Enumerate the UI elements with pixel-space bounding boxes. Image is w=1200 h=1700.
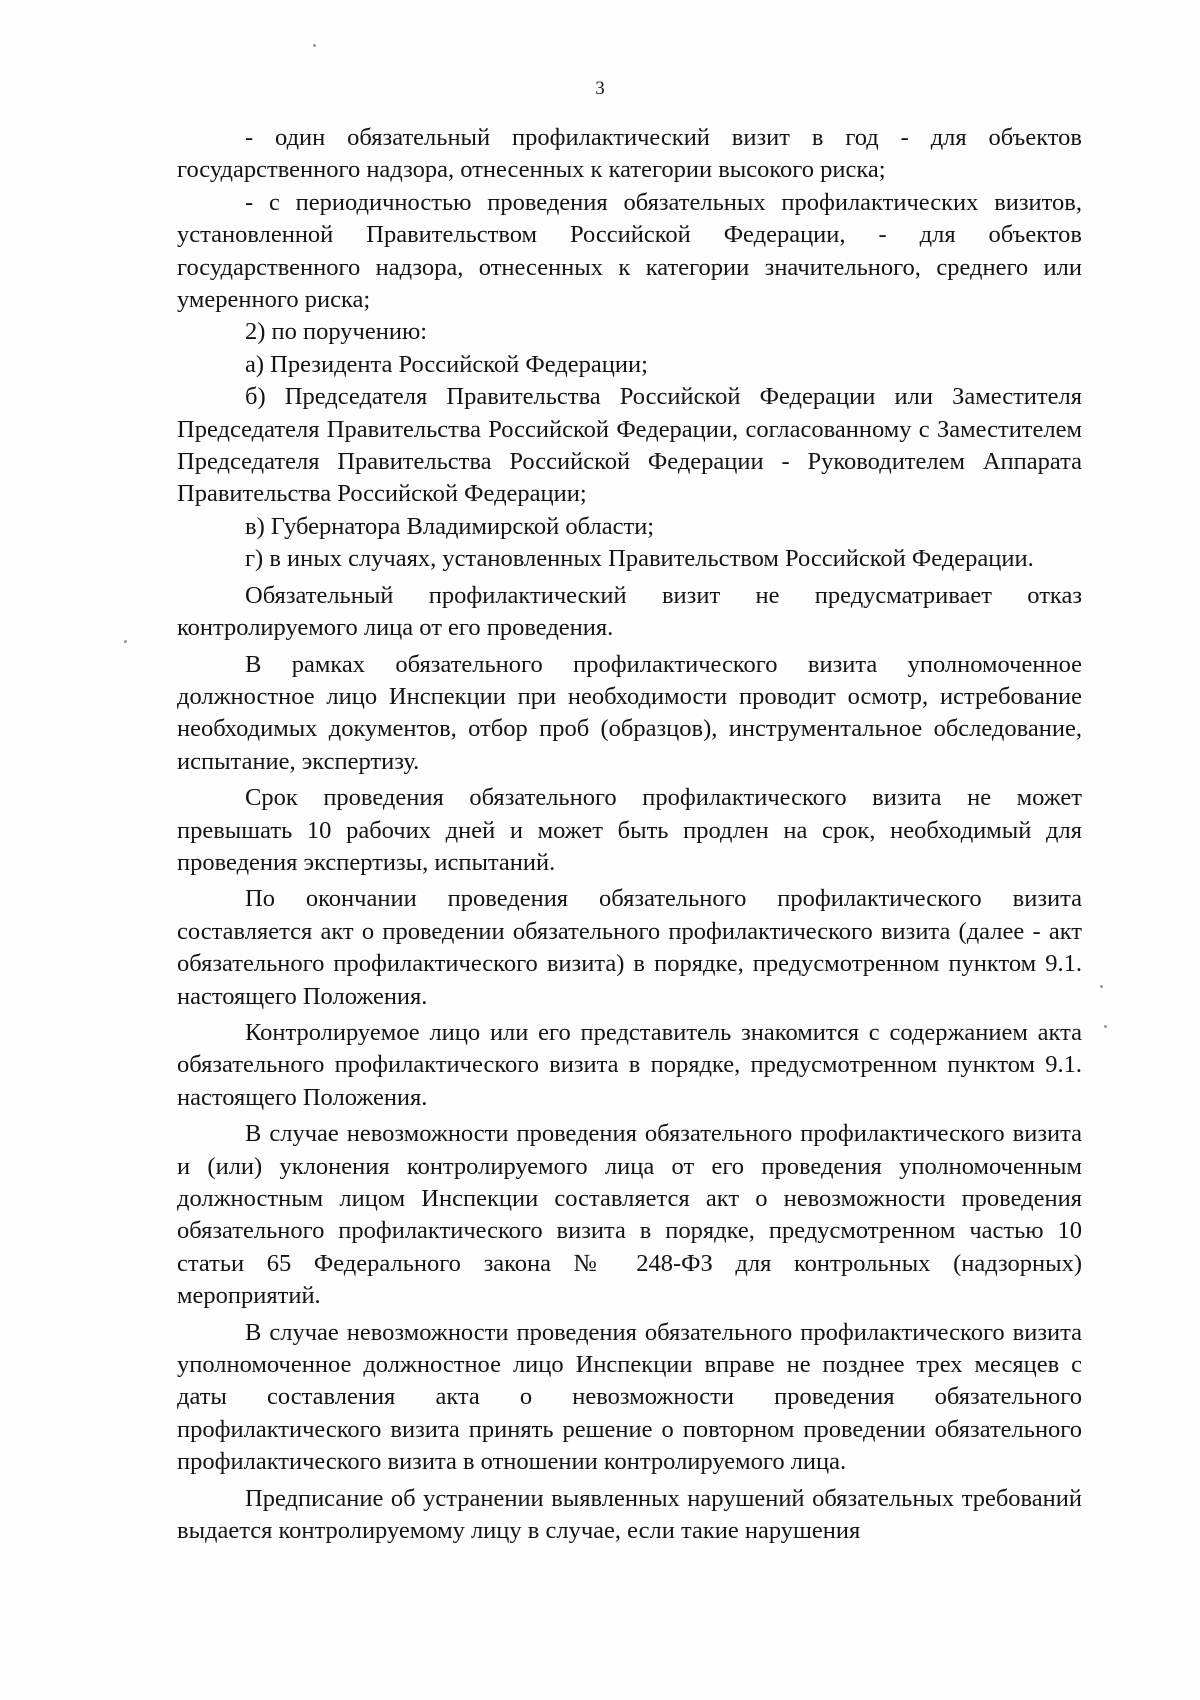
paragraph-no-refusal: Обязательный профилактический визит не предусматривает отказ контролируемого лица от его проведения. [177, 581, 1082, 642]
scan-speck [124, 640, 127, 643]
list-item-president: а) Президента Российской Федерации; [245, 350, 648, 378]
scan-speck [313, 44, 316, 47]
scan-speck [1104, 1025, 1107, 1028]
paragraph-impossibility-act: В случае невозможности проведения обязательного профилактического визита и (или) уклонения контролируемого лица от его проведения уполномоченным должностным лицом Инспекции составляется акт о невозможности проведения обязательного профилактического визита в порядке, предусмотренном частью 10 статьи 65 Федерального закона № 248-ФЗ для контрольных (надзорных) мероприятий. [177, 1120, 1082, 1310]
list-item-other-cases: г) в иных случаях, установленных Правительством Российской Федерации. [245, 545, 1034, 573]
paragraph-by-instruction: 2) по поручению: [245, 318, 428, 346]
paragraph-act-familiarization: Контролируемое лицо или его представитель знакомится с содержанием акта обязательного профилактического визита в порядке, предусмотренном пунктом 9.1. настоящего Положения. [177, 1018, 1082, 1111]
paragraph-visit-act: По окончании проведения обязательного профилактического визита составляется акт о проведении обязательного профилактического визита (далее - акт обязательного профилактического визита) в порядке, предусмотренном пунктом 9.1. настоящего Положения. [177, 885, 1082, 1010]
list-item-governor: в) Губернатора Владимирской области; [245, 512, 655, 540]
paragraph-repeat-visit: В случае невозможности проведения обязательного профилактического визита уполномоченное должностное лицо Инспекции вправе не позднее трех месяцев с даты составления акта о невозможности проведения обязательного профилактического визита принять решение о повторном проведении обязательного профилактического визита в отношении контролируемого лица. [177, 1318, 1082, 1476]
page-number: 3 [595, 78, 605, 99]
paragraph-visit-periodicity: - с периодичностью проведения обязательных профилактических визитов, установленной Правительством Российской Федерации, - для объектов государственного надзора, отнесенных к категории значительного, среднего или умеренного риска; [177, 188, 1082, 314]
scan-speck [1100, 985, 1103, 988]
paragraph-prescription: Предписание об устранении выявленных нарушений обязательных требований выдается контролируемому лицу в случае, если такие нарушения [177, 1484, 1082, 1545]
list-item-government-chairman: б) Председателя Правительства Российской Федерации или Заместителя Председателя Правительства Российской Федерации, согласованному с Заместителем Председателя Правительства Российской Федерации - Руководителем Аппарата Правительства Российской Федерации; [177, 383, 1082, 508]
paragraph-high-risk-visit: - один обязательный профилактический визит в год - для объектов государственного надзора, отнесенных к категории высокого риска; [177, 124, 1082, 184]
paragraph-visit-duration: Срок проведения обязательного профилактического визита не может превышать 10 рабочих дней и может быть продлен на срок, необходимый для проведения экспертизы, испытаний. [177, 784, 1082, 876]
paragraph-visit-actions: В рамках обязательного профилактического визита уполномоченное должностное лицо Инспекции при необходимости проводит осмотр, истребование необходимых документов, отбор проб (образцов), инструментальное обследование, испытание, экспертизу. [177, 650, 1082, 775]
document-body [177, 122, 1082, 1547]
